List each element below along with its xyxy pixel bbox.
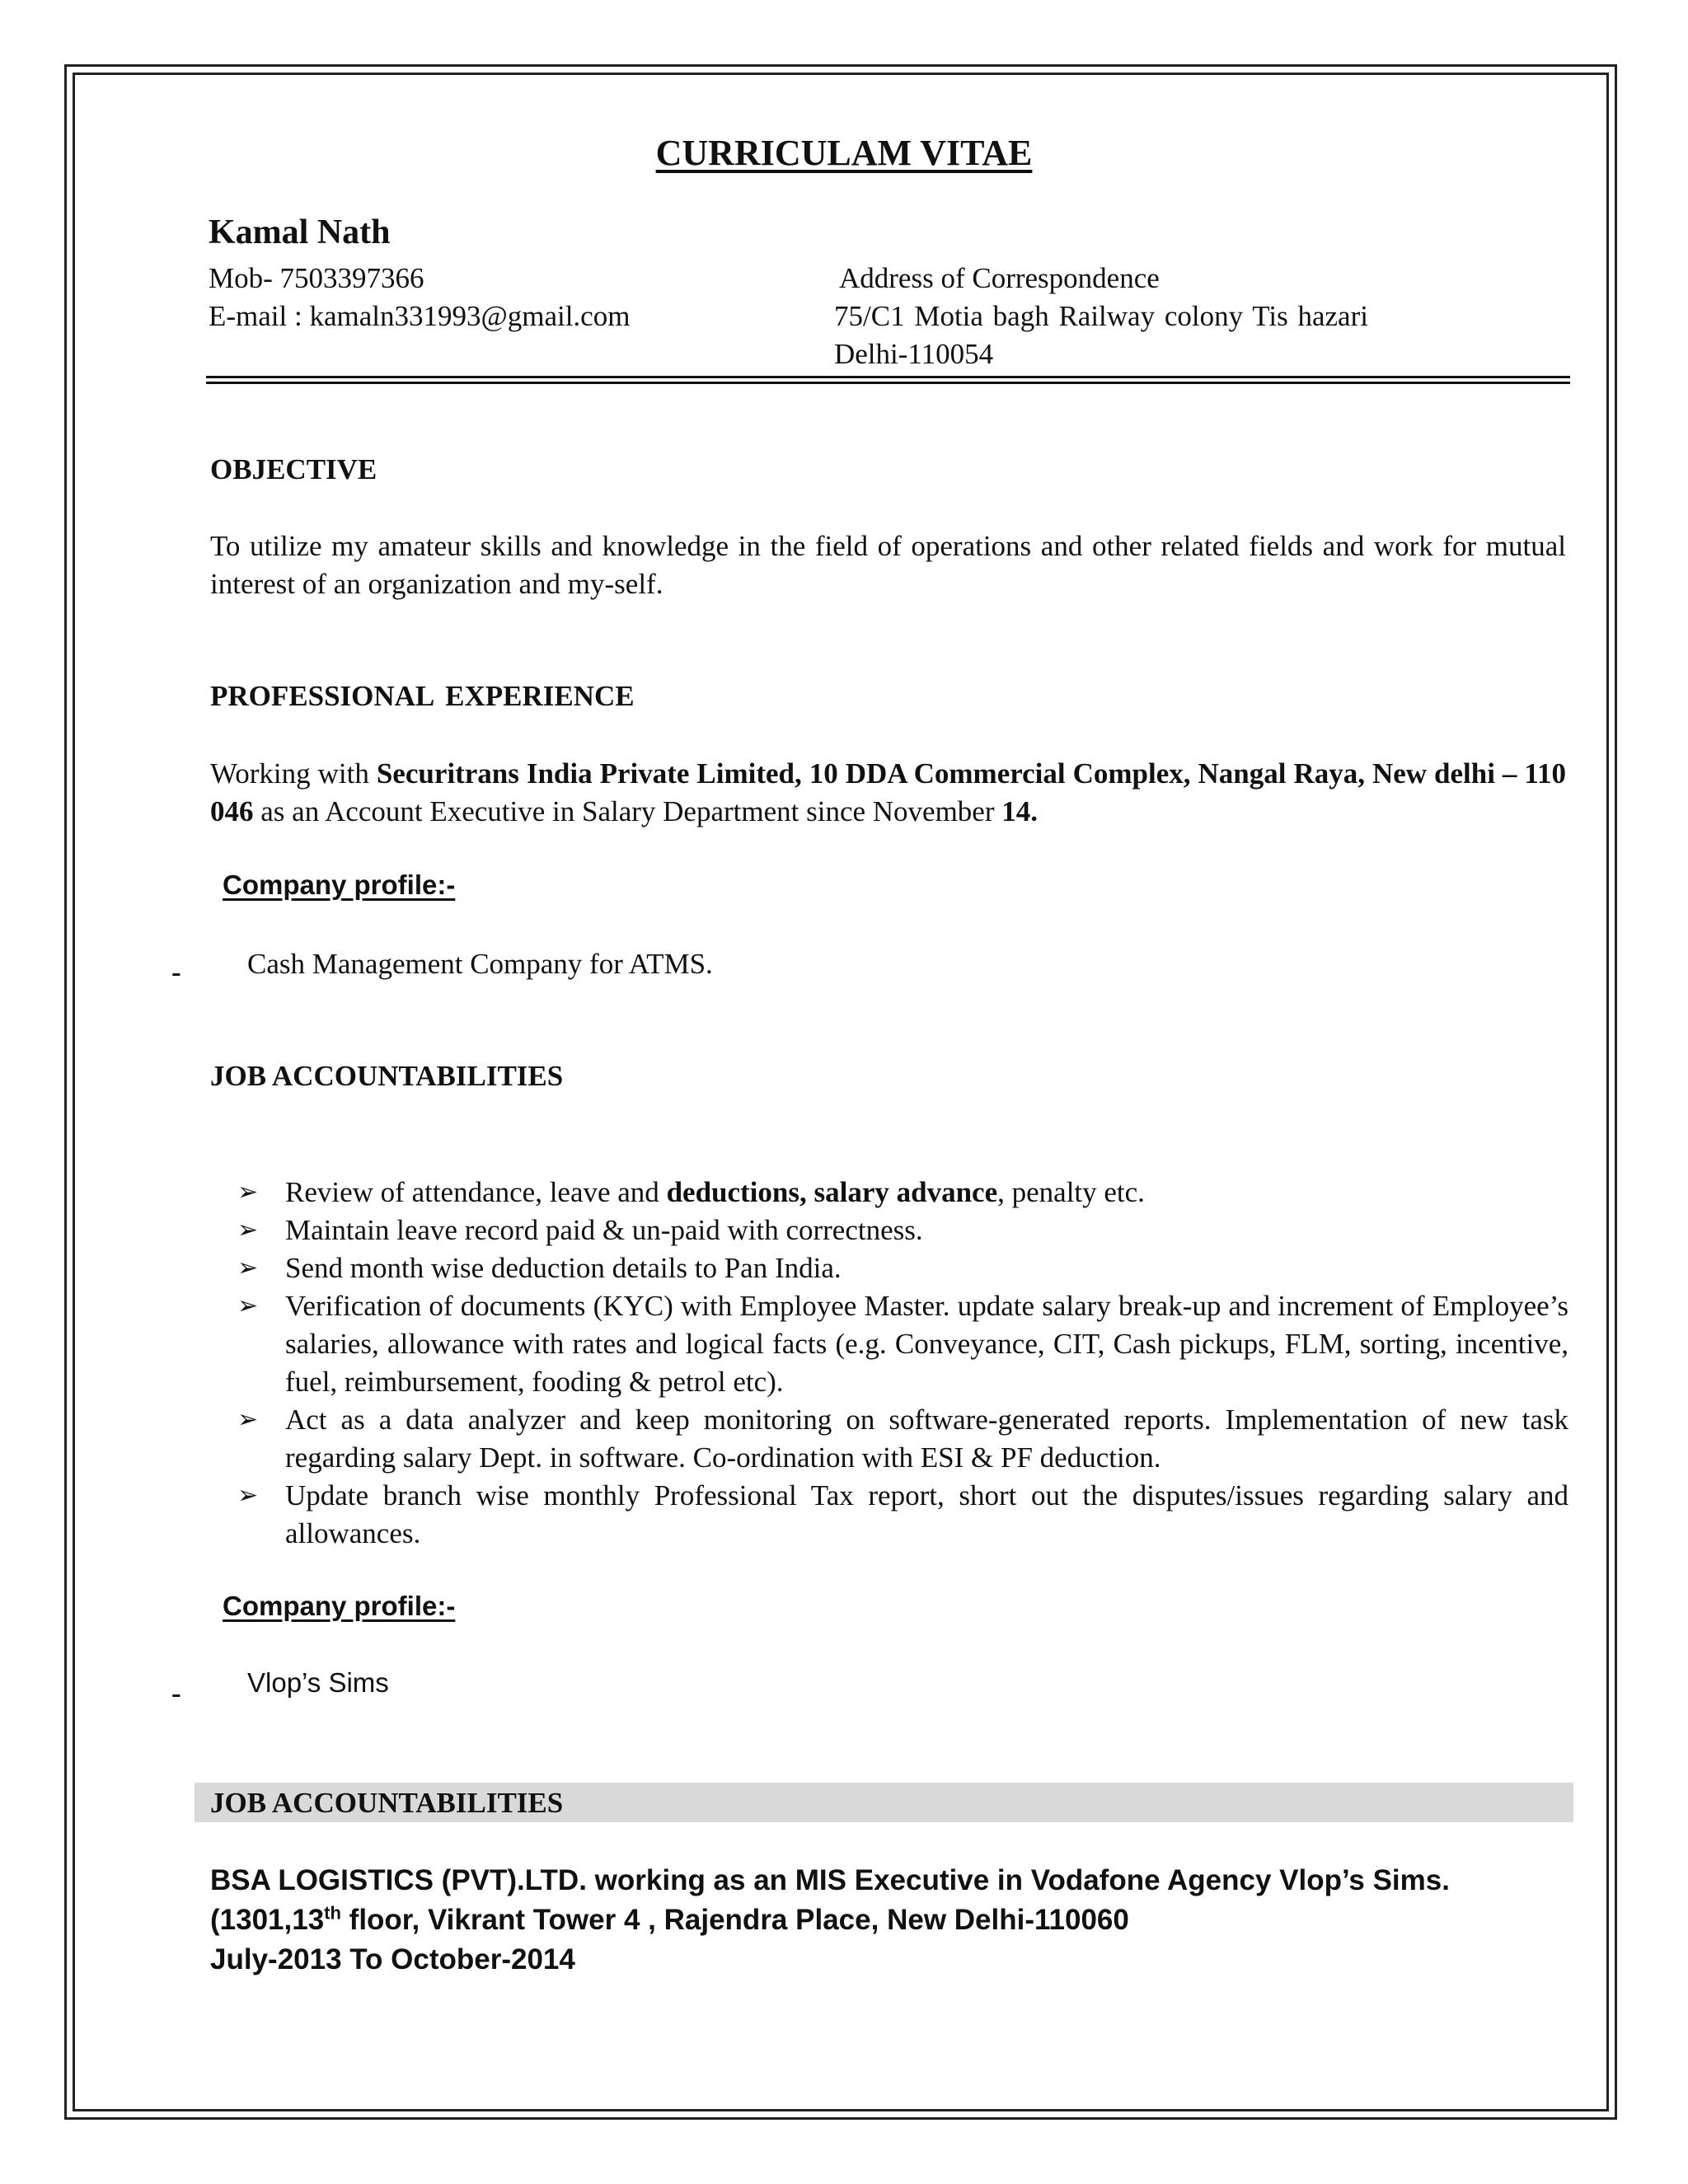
objective-heading: OBJECTIVE xyxy=(210,453,377,485)
address-label: Address of Correspondence xyxy=(839,262,1160,294)
bsa-line-2: (1301,13th floor, Vikrant Tower 4 , Rajendra Place, New Delhi-110060 xyxy=(210,1902,1129,1936)
arrow-bullet-icon: ➢ xyxy=(237,1254,259,1282)
employer-name: Securitrans India Private Limited, 10 DDA Commercial Complex, Nangal Raya, New delhi – 110 046 xyxy=(210,757,1566,827)
bsa-line-3: July-2013 To October-2014 xyxy=(210,1943,575,1975)
job-accountabilities-heading-2: JOB ACCOUNTABILITIES xyxy=(210,1787,564,1819)
arrow-bullet-icon: ➢ xyxy=(237,1481,259,1510)
bsa-line-1: BSA LOGISTICS (PVT).LTD. working as an MIS Executive in Vodafone Agency Vlop’s Sims. xyxy=(210,1864,1450,1896)
candidate-name: Kamal Nath xyxy=(209,213,391,251)
company-profile-text-1: Cash Management Company for ATMS. xyxy=(247,948,713,980)
email-address: E-mail : kamaln331993@gmail.com xyxy=(209,300,631,332)
job-accountabilities-heading-1: JOB ACCOUNTABILITIES xyxy=(210,1060,564,1092)
list-item: ➢ Review of attendance, leave and deductions, salary advance, penalty etc. xyxy=(237,1174,1568,1212)
experience-heading: PROFESSIONAL EXPERIENCE xyxy=(210,680,635,712)
experience-text: Working with Securitrans India Private Limited, 10 DDA Commercial Complex, Nangal Raya, New delhi – 110 046 as an Account Executive in Salary Department since November 14. xyxy=(210,757,1566,827)
arrow-bullet-icon: ➢ xyxy=(237,1405,259,1434)
arrow-bullet-icon: ➢ xyxy=(237,1291,259,1320)
list-item: ➢ Send month wise deduction details to Pan India. xyxy=(237,1249,1568,1287)
list-item: ➢ Maintain leave record paid & un-paid with correctness. xyxy=(237,1212,1568,1249)
list-item: ➢ Verification of documents (KYC) with Employee Master. update salary break-up and increment of Employee’s salaries, allowance with rates and logical facts (e.g. Conveyance, CIT, Cash pickups, FLM, sorting, incentive, fuel, reimbursement, fooding & petrol etc). xyxy=(237,1287,1568,1401)
header-divider-bottom xyxy=(206,382,1570,384)
accountabilities-list xyxy=(237,1174,1568,1553)
header-divider-top xyxy=(206,376,1570,378)
company-profile-label-2: Company profile:- xyxy=(223,1591,456,1621)
bsa-logistics-block xyxy=(210,1861,1566,1980)
address-line-1: 75/C1 Motia bagh Railway colony Tis hazari xyxy=(834,300,1368,332)
company-profile-text-2: Vlop’s Sims xyxy=(247,1667,389,1698)
arrow-bullet-icon: ➢ xyxy=(237,1216,259,1244)
list-item: ➢ Act as a data analyzer and keep monitoring on software-generated reports. Implementation of new task regarding salary Dept. in software. Co-ordination with ESI & PF deduction. xyxy=(237,1401,1568,1477)
objective-text: To utilize my amateur skills and knowledge in the field of operations and other related fields and work for mutual interest of an organization and my-self. xyxy=(210,530,1566,600)
list-item: ➢ Update branch wise monthly Professional Tax report, short out the disputes/issues regarding salary and allowances. xyxy=(237,1477,1568,1553)
arrow-bullet-icon: ➢ xyxy=(237,1178,259,1207)
profile-dash-2: - xyxy=(171,1677,181,1709)
address-line-2: Delhi-110054 xyxy=(834,338,994,370)
document-title: CURRICULAM VITAE xyxy=(655,133,1033,173)
mobile-number: Mob- 7503397366 xyxy=(209,262,424,294)
company-profile-label-1: Company profile:- xyxy=(223,869,456,900)
profile-dash-1: - xyxy=(171,956,181,988)
